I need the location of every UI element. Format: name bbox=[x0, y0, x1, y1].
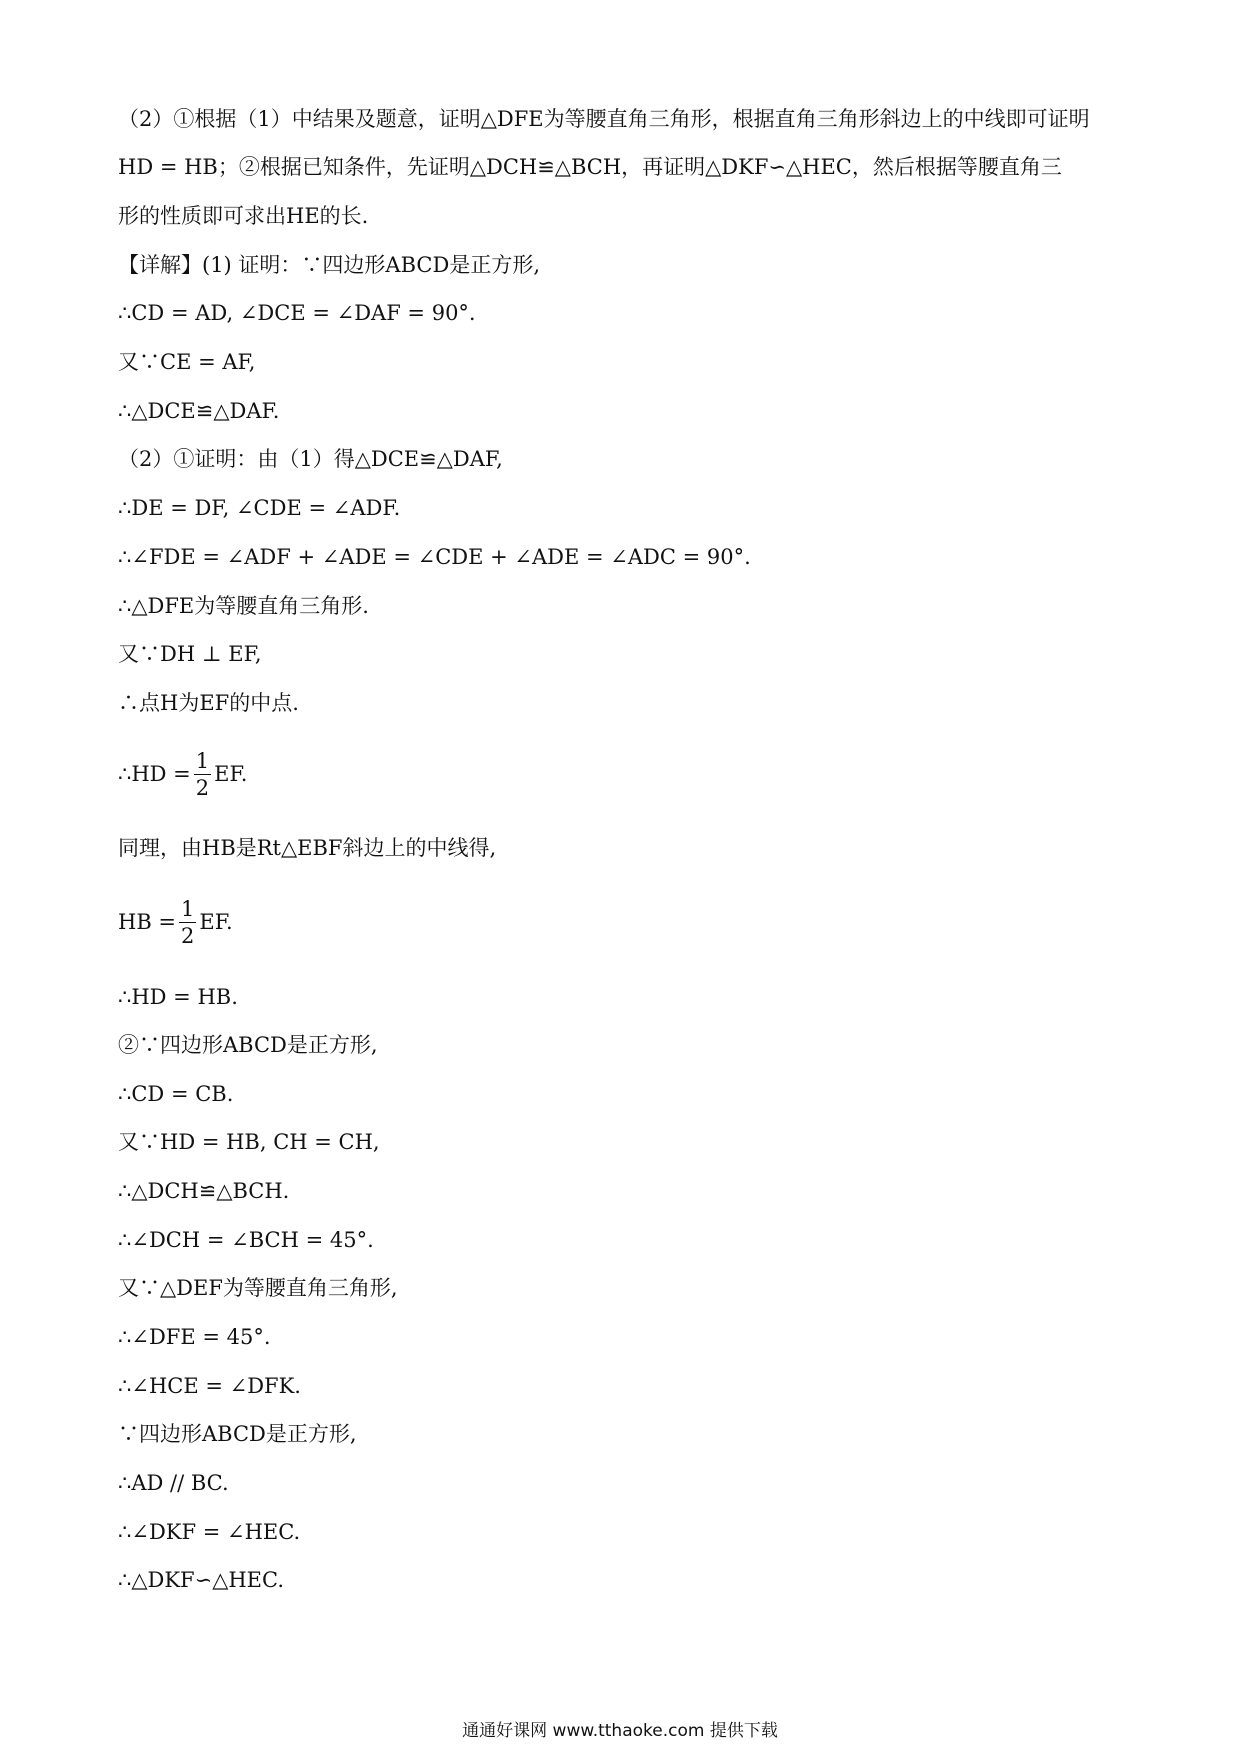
text-line: ∴HD = HB. bbox=[118, 985, 238, 1009]
text-line: ∴AD // BC. bbox=[118, 1471, 229, 1495]
text-line: ∴∠HCE = ∠DFK. bbox=[118, 1374, 301, 1398]
text-line: 形的性质即可求出HE的长. bbox=[118, 204, 369, 228]
text-line: 同理，由HB是Rt△EBF斜边上的中线得, bbox=[118, 836, 497, 860]
fraction-numerator: 1 bbox=[181, 896, 195, 921]
fraction-denominator: 2 bbox=[195, 775, 210, 800]
equation-lhs: ∴HD = bbox=[118, 762, 191, 786]
text-line: （2）①证明：由（1）得△DCE≌△DAF, bbox=[118, 447, 503, 471]
fraction-numerator: 1 bbox=[195, 748, 210, 773]
fraction-denominator: 2 bbox=[181, 923, 195, 948]
equation-lhs: HB = bbox=[118, 910, 177, 934]
text-line: 又∵DH ⊥ EF, bbox=[118, 642, 262, 666]
text-line: ∴∠FDE = ∠ADF + ∠ADE = ∠CDE + ∠ADE = ∠ADC = 90°. bbox=[118, 545, 751, 569]
text-line: ∴∠DFE = 45°. bbox=[118, 1325, 271, 1349]
text-line: ∴CD = AD, ∠DCE = ∠DAF = 90°. bbox=[118, 301, 476, 325]
equation-hd-half-ef bbox=[118, 744, 247, 804]
text-line: ∴∠DCH = ∠BCH = 45°. bbox=[118, 1228, 374, 1252]
text-line: ∴△DCE≌△DAF. bbox=[118, 399, 280, 423]
text-line: ②∵四边形ABCD是正方形, bbox=[118, 1033, 378, 1057]
text-line: HD = HB；②根据已知条件，先证明△DCH≌△BCH，再证明△DKF∽△HEC，然后根据等腰直角三 bbox=[118, 155, 1062, 179]
equation-hb-half-ef bbox=[118, 892, 233, 952]
page-footer: 通通好课网 www.tthaoke.com 提供下载 bbox=[462, 1721, 778, 1741]
text-line: 又∵CE = AF, bbox=[118, 350, 256, 374]
fraction-one-half bbox=[179, 896, 196, 949]
text-line: ∴DE = DF, ∠CDE = ∠ADF. bbox=[118, 496, 401, 520]
text-line: ∴△DFE为等腰直角三角形. bbox=[118, 594, 369, 618]
text-line: ∴△DCH≌△BCH. bbox=[118, 1179, 290, 1203]
equation-rhs: EF. bbox=[214, 762, 248, 786]
equation-rhs: EF. bbox=[199, 910, 233, 934]
text-line: （2）①根据（1）中结果及题意，证明△DFE为等腰直角三角形，根据直角三角形斜边上的中线即可证明 bbox=[118, 107, 1090, 131]
text-line: 又∵HD = HB, CH = CH, bbox=[118, 1130, 380, 1154]
text-line: ∴点H为EF的中点. bbox=[118, 691, 299, 715]
text-line: 又∵△DEF为等腰直角三角形, bbox=[118, 1276, 398, 1300]
fraction-one-half bbox=[194, 748, 211, 801]
text-line: ∴CD = CB. bbox=[118, 1082, 234, 1106]
text-line: ∴∠DKF = ∠HEC. bbox=[118, 1520, 301, 1544]
text-line: 【详解】(1) 证明：∵四边形ABCD是正方形, bbox=[118, 253, 540, 277]
text-line: ∴△DKF∽△HEC. bbox=[118, 1568, 284, 1592]
text-line: ∵四边形ABCD是正方形, bbox=[118, 1422, 357, 1446]
